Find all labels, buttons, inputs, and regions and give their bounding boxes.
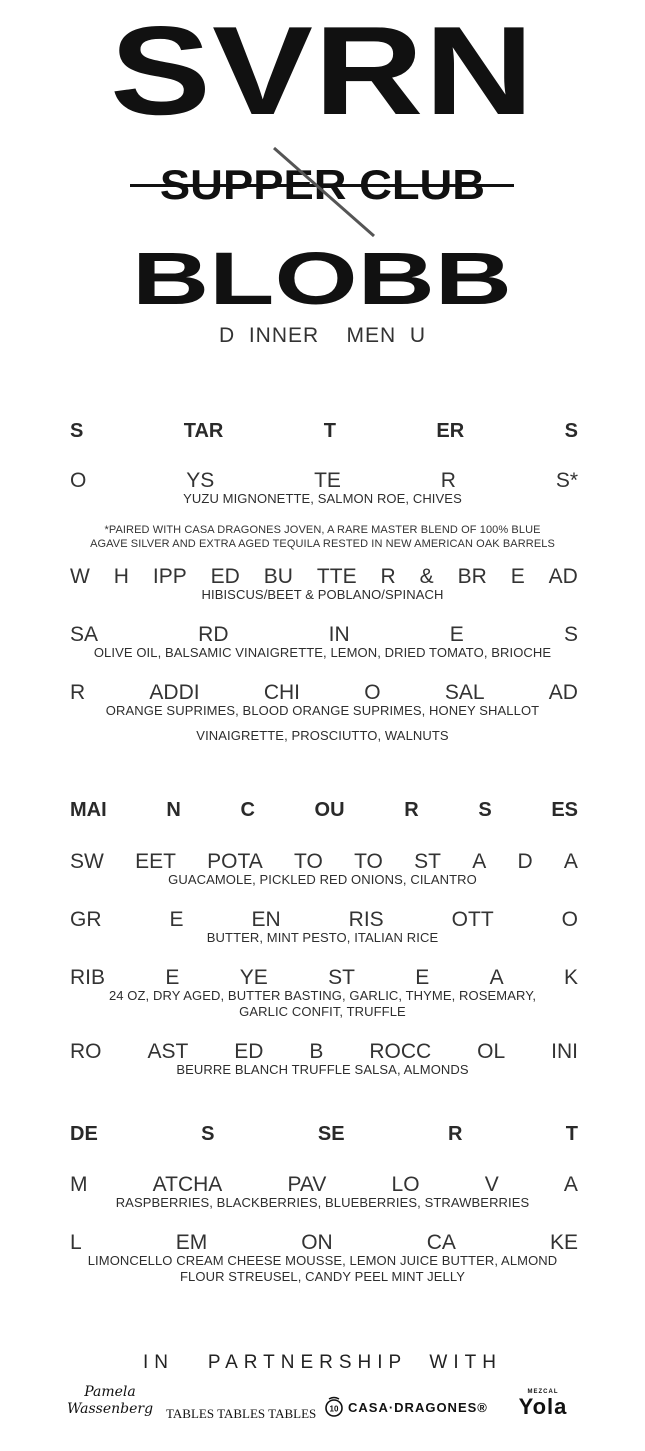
name-fragment: K: [563, 966, 578, 989]
name-fragment: EET: [135, 850, 176, 873]
name-fragment: M: [70, 1173, 88, 1196]
name-fragment: R: [380, 565, 396, 588]
name-fragment: E: [415, 966, 430, 989]
dinner-menu-title: [0, 320, 645, 352]
title-fragment: S: [564, 420, 578, 442]
pairing-note: *PAIRED WITH CASA DRAGONES JOVEN, A RARE MASTER BLEND OF 100% BLUE AGAVE SILVER AND EXTRA AGED TEQUILA RESTED IN NEW AMERICAN OAK BARRELS: [90, 524, 555, 550]
casa-badge-text: 10: [329, 1404, 339, 1414]
blobb-logo-text: BLOBB: [132, 248, 512, 310]
title-fragment: C: [240, 799, 255, 821]
partner-yola-name: Yola: [518, 1394, 568, 1419]
name-fragment: ON: [301, 1231, 333, 1254]
section-title-dessert: [70, 1121, 578, 1147]
section-title-main-courses: [70, 797, 578, 823]
name-fragment: SW: [70, 850, 104, 873]
name-fragment: A: [472, 850, 487, 873]
title-fragment: DE: [70, 1123, 98, 1145]
title-fragment: S: [201, 1123, 215, 1145]
name-fragment: OL: [477, 1040, 506, 1063]
name-fragment: IN: [328, 623, 350, 646]
partner-logo-casa-dragones: [324, 1396, 488, 1418]
name-fragment: SA: [70, 623, 99, 646]
name-fragment: YE: [239, 966, 268, 989]
partner-name-line: Pamela: [84, 1384, 136, 1400]
name-fragment: EN: [251, 908, 281, 931]
name-fragment: D: [517, 850, 533, 873]
name-fragment: BR: [457, 565, 487, 588]
name-fragment: BU: [263, 565, 293, 588]
dish-desc-roasted-broccolini: BEURRE BLANCH TRUFFLE SALSA, ALMONDS: [176, 1062, 469, 1077]
name-fragment: S*: [555, 469, 578, 492]
dinner-menu-text: D INNER MEN U: [218, 324, 426, 347]
name-fragment: H: [113, 565, 129, 588]
dish-desc-lemon-cake-cont: FLOUR STREUSEL, CANDY PEEL MINT JELLY: [180, 1269, 465, 1284]
dish-desc-lemon-cake: LIMONCELLO CREAM CHEESE MOUSSE, LEMON JUICE BUTTER, ALMOND: [87, 1253, 558, 1268]
section-title-starters: [70, 418, 578, 444]
title-fragment: ES: [551, 799, 578, 821]
partner-name-line: Wassenberg: [66, 1401, 154, 1417]
slash-line: [272, 146, 382, 238]
name-fragment: A: [489, 966, 504, 989]
name-fragment: TO: [354, 850, 383, 873]
partner-logo-tables: TABLES TABLES TABLES: [166, 1406, 317, 1421]
partner-name: CASA·DRAGONES®: [348, 1399, 488, 1415]
title-fragment: SE: [317, 1123, 345, 1145]
name-fragment: E: [510, 565, 525, 588]
name-fragment: E: [165, 966, 180, 989]
name-fragment: ED: [234, 1040, 264, 1063]
dish-desc-radicchio-salad-cont: VINAIGRETTE, PROSCIUTTO, WALNUTS: [196, 728, 449, 743]
dish-desc-ribeye-steak-cont: GARLIC CONFIT, TRUFFLE: [239, 1004, 406, 1019]
title-fragment: MAI: [70, 799, 107, 821]
name-fragment: RIB: [70, 966, 106, 989]
name-fragment: R: [70, 681, 86, 704]
title-fragment: ER: [436, 420, 465, 442]
casa-dragones-emblem-icon: [324, 1396, 344, 1418]
name-fragment: O: [364, 681, 381, 704]
name-fragment: PAV: [287, 1173, 327, 1196]
name-fragment: AD: [548, 565, 578, 588]
name-fragment: SAL: [444, 681, 485, 704]
partner-logo-yola: [504, 1388, 582, 1418]
name-fragment: L: [70, 1231, 82, 1254]
name-fragment: YS: [186, 469, 215, 492]
brand-logo-svrn: SVRN: [110, 0, 535, 141]
name-fragment: ST: [328, 966, 355, 989]
name-fragment: R: [440, 469, 456, 492]
name-fragment: S: [563, 623, 578, 646]
name-fragment: AST: [147, 1040, 189, 1063]
name-fragment: V: [484, 1173, 499, 1196]
name-fragment: TO: [294, 850, 323, 873]
name-fragment: ST: [414, 850, 441, 873]
name-fragment: AD: [548, 681, 578, 704]
name-fragment: ATCHA: [152, 1173, 223, 1196]
name-fragment: INI: [551, 1040, 578, 1063]
title-fragment: N: [166, 799, 181, 821]
dish-desc-ribeye-steak: 24 OZ, DRY AGED, BUTTER BASTING, GARLIC, THYME, ROSEMARY,: [108, 988, 537, 1003]
title-fragment: T: [323, 420, 336, 442]
name-fragment: IPP: [152, 565, 187, 588]
name-fragment: RO: [70, 1040, 102, 1063]
name-fragment: TTE: [316, 565, 357, 588]
name-fragment: A: [563, 1173, 578, 1196]
name-fragment: POTA: [207, 850, 263, 873]
name-fragment: KE: [549, 1231, 578, 1254]
title-fragment: T: [565, 1123, 578, 1145]
partner-logo-pamela-wassenberg: [66, 1384, 154, 1418]
dish-desc-matcha-pavlova: RASPBERRIES, BLACKBERRIES, BLUEBERRIES, STRAWBERRIES: [115, 1195, 530, 1210]
dish-desc-sweet-potato-tostada: GUACAMOLE, PICKLED RED ONIONS, CILANTRO: [168, 872, 477, 887]
name-fragment: O: [561, 908, 578, 931]
name-fragment: RD: [198, 623, 229, 646]
name-fragment: EM: [175, 1231, 208, 1254]
name-fragment: A: [563, 850, 578, 873]
title-fragment: R: [404, 799, 419, 821]
name-fragment: E: [169, 908, 184, 931]
name-fragment: OTT: [451, 908, 494, 931]
name-fragment: LO: [391, 1173, 420, 1196]
title-fragment: R: [447, 1123, 463, 1145]
name-fragment: ED: [210, 565, 240, 588]
title-fragment: S: [478, 799, 492, 821]
name-fragment: TE: [314, 469, 341, 492]
name-fragment: &: [419, 565, 434, 588]
title-fragment: S: [70, 420, 84, 442]
name-fragment: B: [309, 1040, 324, 1063]
dish-desc-whipped-butter: HIBISCUS/BEET & POBLANO/SPINACH: [201, 587, 444, 602]
title-fragment: OU: [314, 799, 345, 821]
title-fragment: TAR: [183, 420, 224, 442]
partner-yola-sup: MEZCAL: [527, 1389, 559, 1395]
dish-desc-oysters: YUZU MIGNONETTE, SALMON ROE, CHIVES: [183, 491, 462, 506]
name-fragment: ROCC: [369, 1040, 432, 1063]
name-fragment: ADDI: [149, 681, 200, 704]
dish-desc-green-risotto: BUTTER, MINT PESTO, ITALIAN RICE: [206, 930, 439, 945]
name-fragment: CA: [426, 1231, 456, 1254]
partnership-text: IN PARTNERSHIP WITH: [143, 1352, 502, 1373]
name-fragment: GR: [70, 908, 102, 931]
dish-desc-sardines: OLIVE OIL, BALSAMIC VINAIGRETTE, LEMON, DRIED TOMATO, BRIOCHE: [93, 645, 552, 660]
name-fragment: O: [70, 469, 87, 492]
name-fragment: E: [449, 623, 464, 646]
blobb-logo: [130, 248, 514, 310]
name-fragment: CHI: [263, 681, 300, 704]
partnership-heading: [0, 1350, 645, 1376]
name-fragment: W: [70, 565, 90, 588]
name-fragment: RIS: [348, 908, 384, 931]
dish-desc-radicchio-salad: ORANGE SUPRIMES, BLOOD ORANGE SUPRIMES, HONEY SHALLOT: [105, 703, 540, 718]
